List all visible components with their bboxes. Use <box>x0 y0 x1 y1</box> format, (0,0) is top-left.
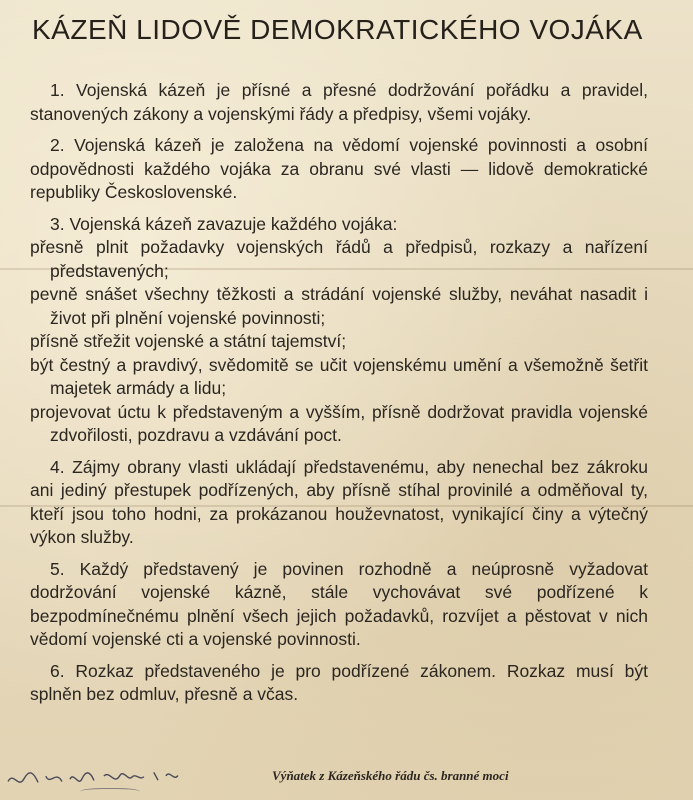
document-title: KÁZEŇ LIDOVĚ DEMOKRATICKÉHO VOJÁKA <box>32 14 643 45</box>
paragraph-5: 5. Každý představený je povinen rozhodně a neúprosně vyžadovat dodržování vojenské kázně, stále vychovávat své podřízené k bezpodmínečnému plnění všech jejich požadavků, rozvíjet a pěstovat v nich vědomí vojenské cti a vojenské povinnosti. <box>30 558 648 649</box>
paragraph-2: 2. Vojenská kázeň je založena na vědomí vojenské povinnosti a osobní odpovědnosti každého vojáka za obranu své vlasti — lidově demokratické republiky Československé. <box>30 135 648 202</box>
document-body <box>30 79 648 715</box>
list-item: být čestný a pravdivý, svědomitě se učit vojenskému umění a všemožně šetřit majetek armády a lidu; <box>30 354 648 398</box>
handwritten-mark <box>80 788 140 797</box>
list-item: přísně střežit vojenské a státní tajemství; <box>30 331 347 351</box>
paragraph-6: 6. Rozkaz představeného je pro podřízené zákonem. Rozkaz musí být splněn bez odmluv, přesně a včas. <box>30 660 648 704</box>
list-item: přesně plnit požadavky vojenských řádů a předpisů, rozkazy a nařízení představených; <box>30 237 648 281</box>
list-item: pevně snášet všechny těžkosti a strádání vojenské služby, neváhat nasadit i život při plnění vojenské povinnosti; <box>30 284 648 328</box>
source-note: Výňatek z Kázeňského řádu čs. branné moci <box>272 768 509 783</box>
list-item: projevovat úctu k představeným a vyšším, přísně dodržovat pravidla vojenské zdvořilosti, pozdravu a vzdávání poct. <box>30 401 648 445</box>
paragraph-3: 3. Vojenská kázeň zavazuje každého vojáka: <box>50 213 398 234</box>
paragraph-4: 4. Zájmy obrany vlasti ukládají představenému, aby nenechal bez zákroku ani jediný přestupek podřízených, aby přísně stíhal provinilé a odměňoval ty, kteří jsou toho hodni, za prokázanou houževnatost, vynikající činy a výtečný výkon služby. <box>30 456 648 547</box>
paragraph-1: 1. Vojenská kázeň je přísné a přesné dodržování pořádku a pravidel, stanovených zákony a vojenskými řády a předpisy, všemi vojáky. <box>30 80 648 124</box>
